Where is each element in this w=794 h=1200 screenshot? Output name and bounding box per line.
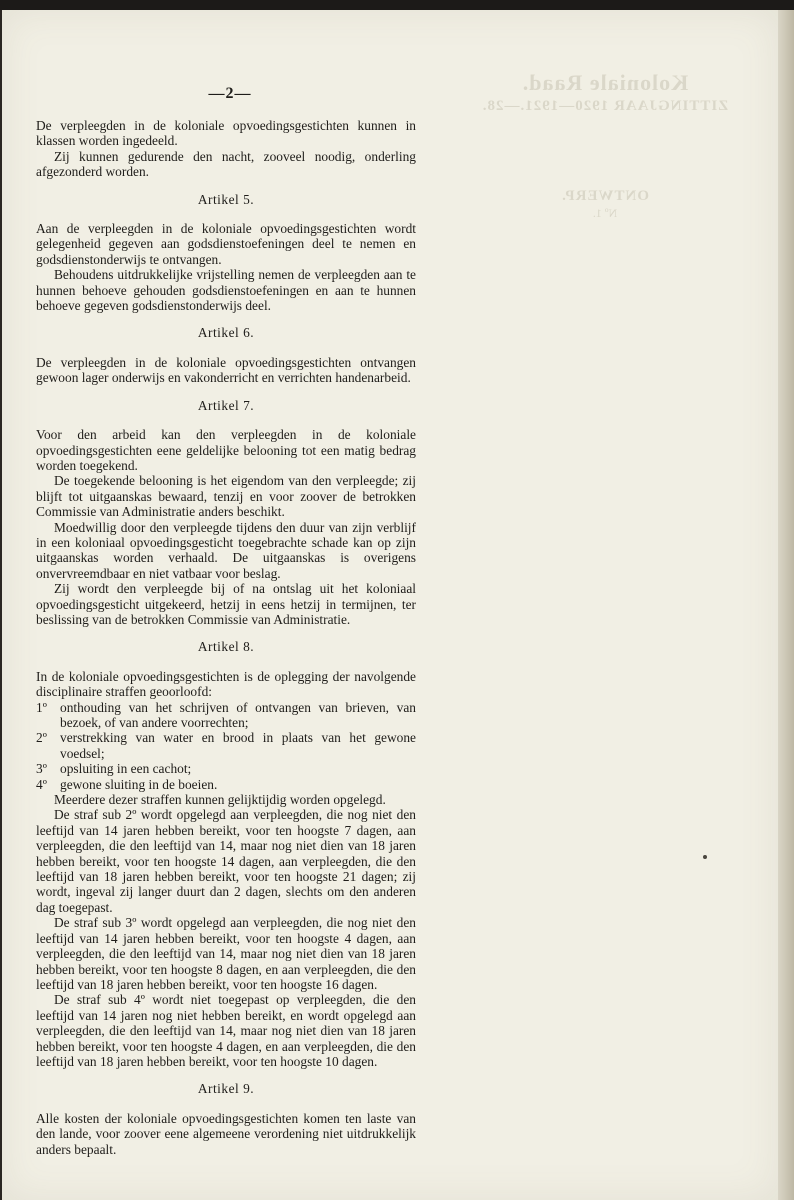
list-item-text: gewone sluiting in de boeien. bbox=[60, 776, 218, 792]
paragraph: De straf sub 3º wordt opgelegd aan verpleegden, die nog niet den leeftijd van 14 jaren hebben bereikt, voor ten hoogste 4 dagen, aan verpleegden, die den leeftijd van 14, maar nog niet dien van 18 jaren hebben bereikt, voor ten hoogste 8 dagen, en aan verpleegden, die den leeftijd van 18 jaren hebben bereikt, voor ten hoogste 16 dagen. bbox=[36, 915, 416, 992]
article-9 bbox=[36, 1081, 416, 1157]
ink-speck bbox=[703, 855, 707, 859]
list-item bbox=[36, 730, 416, 761]
paragraph: Meerdere dezer straffen kunnen gelijktijdig worden opgelegd. bbox=[54, 792, 386, 808]
article-8 bbox=[36, 639, 416, 1069]
paragraph: De straf sub 4º wordt niet toegepast op verpleegden, die den leeftijd van 14 jaren nog niet hebben bereikt, en wordt opgelegd aan verpleegden, die den leeftijd van 14, maar nog niet dien van 18 jaren hebben bereikt, voor ten hoogste 4 dagen, en aan verpleegden, die den leeftijd van 18 jaren hebben bereikt, voor ten hoogste 10 dagen. bbox=[36, 992, 416, 1069]
list-item-number: 1º bbox=[36, 699, 47, 715]
paragraph: Voor den arbeid kan den verpleegden in de koloniale opvoedingsgestichten eene geldelijke belooning tot een matig bedrag worden toegekend. bbox=[36, 427, 416, 473]
paragraph: De straf sub 2º wordt opgelegd aan verpleegden, die nog niet den leeftijd van 14 jaren hebben bereikt, voor ten hoogste 7 dagen, aan verpleegden, die den leeftijd van 14, maar nog niet dien van 18 jaren hebben bereikt, voor ten hoogste 14 dagen, aan verpleegden, die den leeftijd van 18 jaren hebben bereikt, voor ten hoogste 21 dagen; zij wordt, ingeval zij langer duurt dan 2 dagen, slechts om den anderen dag toegepast. bbox=[36, 807, 416, 915]
paragraph: Zij wordt den verpleegde bij of na ontslag uit het koloniaal opvoedingsgesticht uitgekeerd, hetzij in eens hetzij in termijnen, ter beslissing van de betrokken Commissie van Administratie. bbox=[36, 581, 416, 627]
list-item-number: 4º bbox=[36, 776, 47, 792]
list-item-number: 3º bbox=[36, 761, 47, 777]
article-heading: Artikel 6. bbox=[197, 325, 255, 341]
paragraph: De toegekende belooning is het eigendom van den verpleegde; zij blijft tot uitgaanskas bewaard, tenzij en voor zoover de betrokken Commissie van Administratie anders beschikt. bbox=[36, 473, 416, 520]
ghost-number: Nº 1. bbox=[592, 206, 618, 220]
paragraph: Aan de verpleegden in de koloniale opvoedingsgestichten wordt gelegenheid gegeven aan godsdienstoefeningen deel te nemen en godsdienstonderwijs te ontvangen. bbox=[36, 221, 416, 267]
paragraph: In de koloniale opvoedingsgestichten is de oplegging der navolgende disciplinaire straffen geoorloofd: bbox=[36, 668, 416, 700]
paragraph: Behoudens uitdrukkelijke vrijstelling nemen de verpleegden aan te hunnen behoeve gehouden godsdienstoefeningen en aan te hunnen behoeve gegeven godsdienstonderwijs deel. bbox=[36, 267, 416, 314]
article-heading: Artikel 8. bbox=[197, 639, 255, 655]
list-item-number: 2º bbox=[36, 730, 47, 746]
article-5 bbox=[36, 192, 416, 314]
list-item-text: verstrekking van water en brood in plaats van het gewone voedsel; bbox=[60, 730, 416, 761]
article-heading: Artikel 7. bbox=[197, 397, 255, 413]
page-edge bbox=[778, 10, 794, 1200]
article-6 bbox=[36, 325, 416, 385]
list-item-text: onthouding van het schrijven of ontvangen van brieven, van bezoek, of van andere voorrechten; bbox=[60, 699, 416, 730]
ghost-session: ZITTINGJAAR 1920—1921.—28. bbox=[481, 98, 729, 114]
paragraph: De verpleegden in de koloniale opvoedingsgestichten ontvangen gewoon lager onderwijs en vakonderricht en verrichten handenarbeid. bbox=[36, 354, 416, 386]
ghost-title: Koloniale Raad. bbox=[521, 70, 689, 95]
scan-border bbox=[0, 0, 794, 10]
ghost-label: ONTWERP. bbox=[561, 188, 649, 204]
article-7 bbox=[36, 398, 416, 628]
article-heading: Artikel 9. bbox=[197, 1081, 255, 1097]
paragraph: De verpleegden in de koloniale opvoedingsgestichten kunnen in klassen worden ingedeeld. bbox=[36, 118, 416, 149]
paragraph: Zij kunnen gedurende den nacht, zooveel noodig, onderling afgezonderd worden. bbox=[36, 148, 416, 180]
list-item bbox=[36, 700, 416, 731]
page-number: —2— bbox=[208, 85, 252, 102]
list-item bbox=[36, 777, 416, 792]
paragraph: Moedwillig door den verpleegde tijdens den duur van zijn verblijf in een koloniaal opvoedingsgesticht toegebrachte schade kan op zijn uitgaanskas worden verhaald. De uitgaanskas is overigens onvervreemdbaar en niet vatbaar voor beslag. bbox=[36, 519, 416, 581]
section-intro bbox=[36, 118, 416, 180]
list-item bbox=[36, 761, 416, 776]
document-body bbox=[36, 118, 416, 1157]
article-heading: Artikel 5. bbox=[197, 191, 255, 207]
paragraph: Alle kosten der koloniale opvoedingsgestichten komen ten laste van den lande, voor zoover eene algemeene verordening niet uitdrukkelijk anders bepaalt. bbox=[36, 1110, 416, 1157]
list-item-text: opsluiting in een cachot; bbox=[60, 761, 192, 777]
